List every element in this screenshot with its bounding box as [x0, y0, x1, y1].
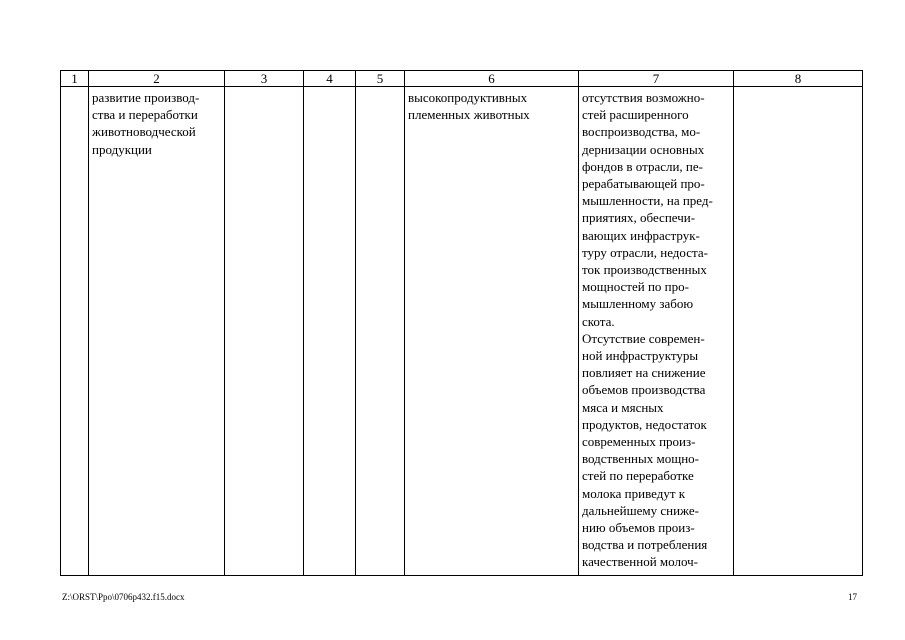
cell-line: молока приведут к — [582, 485, 686, 501]
cell-col1 — [61, 87, 89, 576]
cell-line: отсутствия возможно- — [582, 90, 705, 105]
cell-line: ной инфраструктуры — [582, 348, 699, 364]
cell-line: ства и переработки — [92, 107, 198, 123]
cell-line: мяса и мясных — [582, 399, 664, 415]
cell-line: ток производственных — [582, 262, 707, 278]
cell-col3 — [225, 87, 304, 576]
header-cell-6: 6 — [405, 71, 579, 87]
cell-line: стей расширенного — [582, 107, 689, 123]
header-cell-2: 2 — [89, 71, 225, 87]
page-number: 17 — [848, 592, 857, 602]
cell-col6 — [405, 87, 579, 576]
cell-line: качественной молоч- — [582, 554, 698, 570]
cell-line: мышленному забою — [582, 296, 694, 312]
cell-line: водственных мощно- — [582, 451, 699, 467]
cell-line: туру отрасли, недоста- — [582, 244, 708, 260]
cell-line: продуктов, недостаток — [582, 416, 707, 432]
cell-line: дернизации основных — [582, 141, 705, 157]
cell-line: дальнейшему сниже- — [582, 502, 699, 518]
cell-col8 — [734, 87, 863, 576]
cell-line: стей по переработке — [582, 468, 694, 484]
table-row — [61, 87, 863, 576]
cell-line: объемов производства — [582, 382, 706, 398]
cell-line: фондов в отрасли, пе- — [582, 158, 703, 174]
header-row — [61, 71, 863, 87]
data-table — [60, 70, 863, 576]
cell-line: мышленности, на пред- — [582, 193, 713, 209]
header-cell-4: 4 — [304, 71, 356, 87]
header-cell-3: 3 — [225, 71, 304, 87]
cell-line: современных произ- — [582, 434, 696, 450]
header-cell-8: 8 — [734, 71, 863, 87]
cell-col2 — [89, 87, 225, 576]
cell-line: продукции — [92, 141, 152, 157]
cell-col4 — [304, 87, 356, 576]
cell-line: приятиях, обеспечи- — [582, 210, 696, 226]
cell-line: водства и потребления — [582, 537, 708, 553]
header-cell-7: 7 — [579, 71, 734, 87]
cell-col5 — [356, 87, 405, 576]
header-cell-1: 1 — [61, 71, 89, 87]
cell-line: племенных животных — [408, 107, 530, 123]
cell-line: развитие производ- — [92, 90, 200, 105]
cell-line: повлияет на снижение — [582, 365, 706, 381]
cell-line: высокопродуктивных — [408, 90, 528, 105]
cell-line: нию объемов произ- — [582, 520, 695, 536]
footer-file-path: Z:\ORST\Ppo\0706p432.f15.docx — [62, 592, 185, 602]
cell-col7 — [579, 87, 734, 576]
header-cell-5: 5 — [356, 71, 405, 87]
cell-line: животноводческой — [92, 124, 196, 140]
cell-line: Отсутствие современ- — [582, 330, 705, 346]
cell-line: рерабатывающей про- — [582, 176, 705, 192]
cell-line: скота. — [582, 313, 615, 329]
cell-line: вающих инфраструк- — [582, 227, 700, 243]
cell-line: воспроизводства, мо- — [582, 124, 701, 140]
cell-line: мощностей по про- — [582, 279, 689, 295]
